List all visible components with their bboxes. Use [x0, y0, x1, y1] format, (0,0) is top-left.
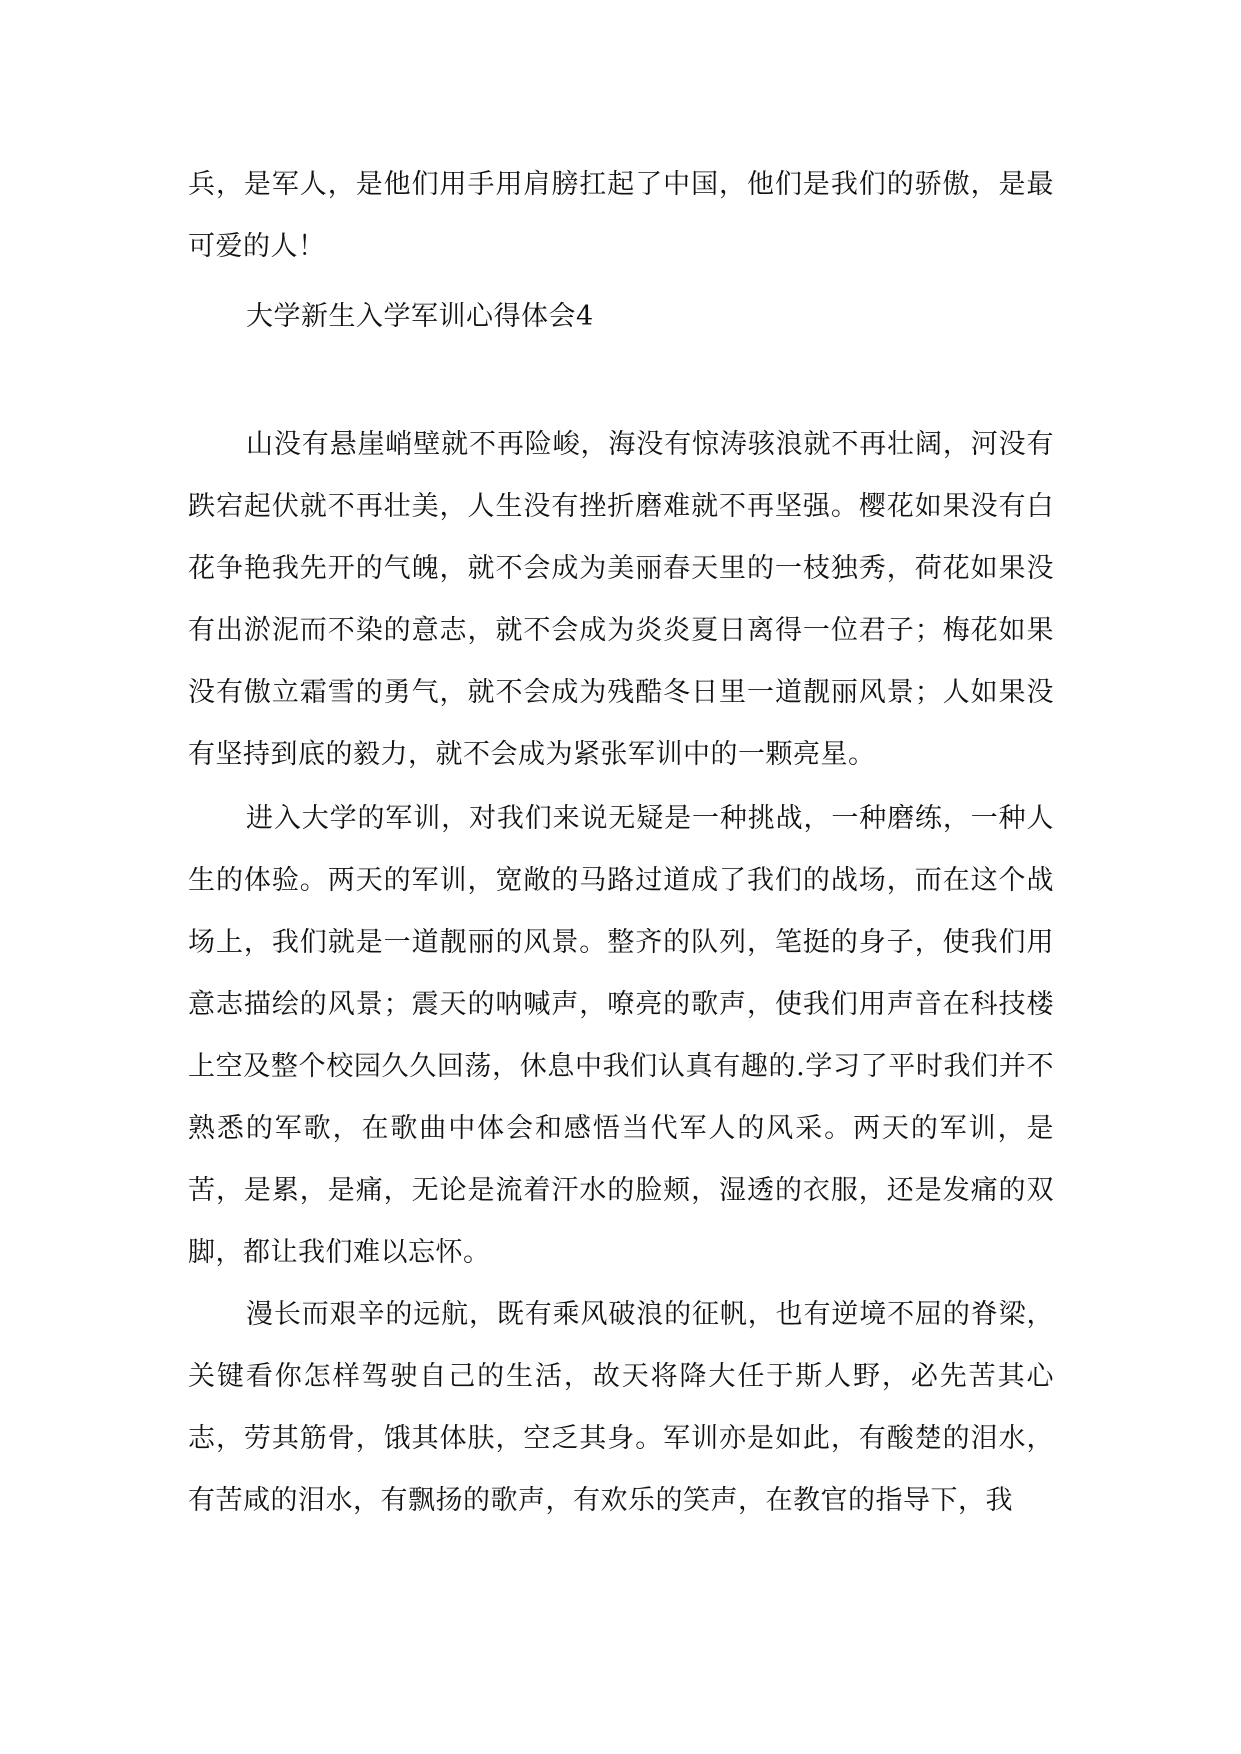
- body-paragraph: 山没有悬崖峭壁就不再险峻，海没有惊涛骇浪就不再壮阔，河没有跌宕起伏就不再壮美，人生没有挫折磨难就不再坚强。樱花如果没有白花争艳我先开的气魄，就不会成为美丽春天里的一枝独秀，荷花如果没有出淤泥而不染的意志，就不会成为炎炎夏日离得一位君子；梅花如果没有傲立霜雪的勇气，就不会成为残酷冬日里一道靓丽风景；人如果没有坚持到底的毅力，就不会成为紧张军训中的一颗亮星。: [188, 429, 1054, 770]
- body-paragraph: 进入大学的军训，对我们来说无疑是一种挑战，一种磨练，一种人生的体验。两天的军训，宽敞的马路过道成了我们的战场，而在这个战场上，我们就是一道靓丽的风景。整齐的队列，笔挺的身子，使我们用意志描绘的风景；震天的呐喊声，嘹亮的歌声，使我们用声音在科技楼上空及整个校园久久回荡，休息中我们认真有趣的.学习了平时我们并不熟悉的军歌，在歌曲中体会和感悟当代军人的风采。两天的军训，是苦，是累，是痛，无论是流着汗水的脸颊，湿透的衣服，还是发痛的双脚，都让我们难以忘怀。: [188, 803, 1054, 1268]
- section-heading: 大学新生入学军训心得体会4: [246, 301, 594, 332]
- body-paragraph: 漫长而艰辛的远航，既有乘风破浪的征帆，也有逆境不屈的脊梁，关键看你怎样驾驶自己的生活，故天将降大任于斯人野，必先苦其心志，劳其筋骨，饿其体肤，空乏其身。军训亦是如此，有酸楚的泪水，有苦咸的泪水，有飘扬的歌声，有欢乐的笑声，在教官的指导下，我: [188, 1299, 1054, 1516]
- continued-paragraph: 兵，是军人，是他们用手用肩膀扛起了中国，他们是我们的骄傲，是最可爱的人！: [188, 169, 1054, 262]
